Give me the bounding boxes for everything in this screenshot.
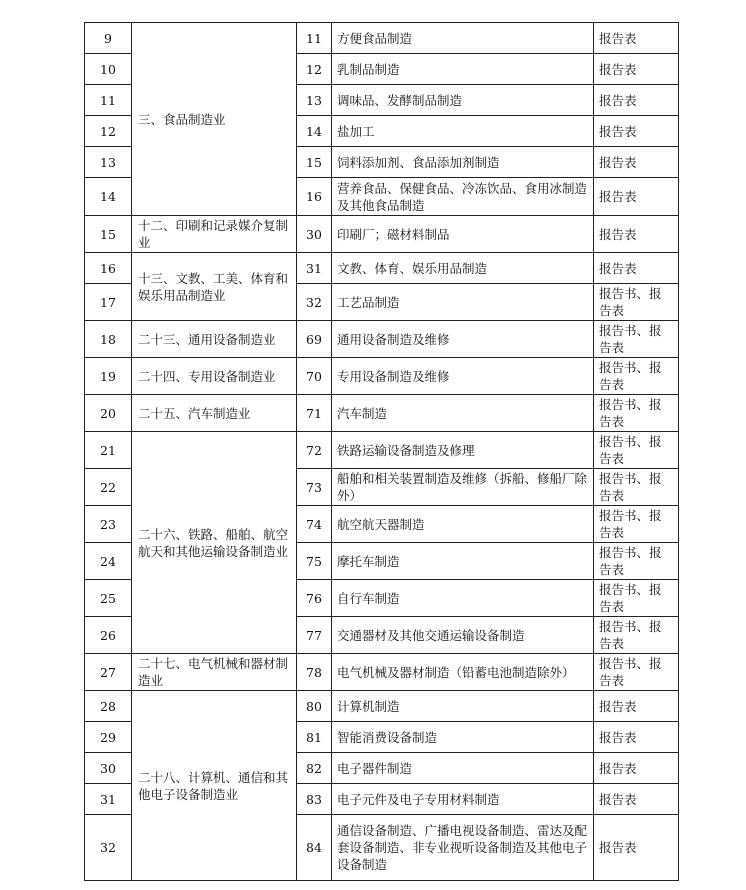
report-type-cell: 报告表: [594, 23, 679, 54]
report-type-cell: 报告书、报告表: [594, 321, 679, 358]
item-name-cell: 方便食品制造: [332, 23, 594, 54]
item-name-cell: 自行车制造: [332, 580, 594, 617]
category-cell: 二十四、专用设备制造业: [132, 358, 297, 395]
code-cell: 78: [297, 654, 332, 691]
report-type-cell: 报告表: [594, 116, 679, 147]
code-cell: 69: [297, 321, 332, 358]
item-name-cell: 文教、体育、娱乐用品制造: [332, 253, 594, 284]
item-name-cell: 调味品、发酵制品制造: [332, 85, 594, 116]
seq-cell: 21: [85, 432, 132, 469]
report-type-cell: 报告表: [594, 253, 679, 284]
code-cell: 31: [297, 253, 332, 284]
project-category-table: [84, 22, 679, 881]
code-cell: 16: [297, 178, 332, 216]
code-cell: 81: [297, 722, 332, 753]
report-type-cell: 报告书、报告表: [594, 506, 679, 543]
item-name-cell: 通用设备制造及维修: [332, 321, 594, 358]
item-name-cell: 工艺品制造: [332, 284, 594, 321]
code-cell: 84: [297, 815, 332, 881]
item-name-cell: 电子元件及电子专用材料制造: [332, 784, 594, 815]
code-cell: 73: [297, 469, 332, 506]
code-cell: 75: [297, 543, 332, 580]
report-type-cell: 报告表: [594, 85, 679, 116]
category-cell: 三、食品制造业: [132, 23, 297, 216]
code-cell: 13: [297, 85, 332, 116]
item-name-cell: 电气机械及器材制造（铅蓄电池制造除外）: [332, 654, 594, 691]
report-type-cell: 报告书、报告表: [594, 432, 679, 469]
table-row: [85, 691, 679, 722]
seq-cell: 13: [85, 147, 132, 178]
code-cell: 32: [297, 284, 332, 321]
seq-cell: 17: [85, 284, 132, 321]
seq-cell: 18: [85, 321, 132, 358]
report-type-cell: 报告书、报告表: [594, 469, 679, 506]
table-row: [85, 432, 679, 469]
seq-cell: 24: [85, 543, 132, 580]
seq-cell: 20: [85, 395, 132, 432]
code-cell: 72: [297, 432, 332, 469]
table-row: [85, 23, 679, 54]
seq-cell: 28: [85, 691, 132, 722]
seq-cell: 29: [85, 722, 132, 753]
seq-cell: 31: [85, 784, 132, 815]
code-cell: 12: [297, 54, 332, 85]
report-type-cell: 报告表: [594, 54, 679, 85]
seq-cell: 11: [85, 85, 132, 116]
category-cell: 二十八、计算机、通信和其他电子设备制造业: [132, 691, 297, 881]
seq-cell: 12: [85, 116, 132, 147]
code-cell: 80: [297, 691, 332, 722]
item-name-cell: 电子器件制造: [332, 753, 594, 784]
category-cell: 十二、印刷和记录媒介复制业: [132, 216, 297, 253]
table-row: [85, 358, 679, 395]
report-type-cell: 报告书、报告表: [594, 358, 679, 395]
item-name-cell: 通信设备制造、广播电视设备制造、雷达及配套设备制造、非专业视听设备制造及其他电子设备制造: [332, 815, 594, 881]
code-cell: 14: [297, 116, 332, 147]
item-name-cell: 印刷厂；磁材料制品: [332, 216, 594, 253]
report-type-cell: 报告表: [594, 784, 679, 815]
code-cell: 82: [297, 753, 332, 784]
category-cell: 二十七、电气机械和器材制造业: [132, 654, 297, 691]
seq-cell: 26: [85, 617, 132, 654]
report-type-cell: 报告表: [594, 691, 679, 722]
item-name-cell: 乳制品制造: [332, 54, 594, 85]
report-type-cell: 报告表: [594, 722, 679, 753]
code-cell: 77: [297, 617, 332, 654]
seq-cell: 16: [85, 253, 132, 284]
code-cell: 74: [297, 506, 332, 543]
code-cell: 76: [297, 580, 332, 617]
item-name-cell: 饲料添加剂、食品添加剂制造: [332, 147, 594, 178]
seq-cell: 19: [85, 358, 132, 395]
seq-cell: 10: [85, 54, 132, 85]
item-name-cell: 营养食品、保健食品、冷冻饮品、食用冰制造及其他食品制造: [332, 178, 594, 216]
table-row: [85, 253, 679, 284]
seq-cell: 32: [85, 815, 132, 881]
code-cell: 15: [297, 147, 332, 178]
category-cell: 二十五、汽车制造业: [132, 395, 297, 432]
item-name-cell: 专用设备制造及维修: [332, 358, 594, 395]
item-name-cell: 汽车制造: [332, 395, 594, 432]
report-type-cell: 报告表: [594, 753, 679, 784]
code-cell: 70: [297, 358, 332, 395]
report-type-cell: 报告表: [594, 178, 679, 216]
item-name-cell: 摩托车制造: [332, 543, 594, 580]
report-type-cell: 报告表: [594, 147, 679, 178]
category-cell: 二十三、通用设备制造业: [132, 321, 297, 358]
code-cell: 71: [297, 395, 332, 432]
report-type-cell: 报告书、报告表: [594, 395, 679, 432]
report-type-cell: 报告书、报告表: [594, 580, 679, 617]
table-row: [85, 321, 679, 358]
item-name-cell: 计算机制造: [332, 691, 594, 722]
seq-cell: 9: [85, 23, 132, 54]
seq-cell: 25: [85, 580, 132, 617]
report-type-cell: 报告表: [594, 216, 679, 253]
seq-cell: 23: [85, 506, 132, 543]
item-name-cell: 航空航天器制造: [332, 506, 594, 543]
seq-cell: 22: [85, 469, 132, 506]
item-name-cell: 盐加工: [332, 116, 594, 147]
category-cell: 二十六、铁路、船舶、航空航天和其他运输设备制造业: [132, 432, 297, 654]
seq-cell: 14: [85, 178, 132, 216]
table-row: [85, 216, 679, 253]
item-name-cell: 铁路运输设备制造及修理: [332, 432, 594, 469]
table-row: [85, 395, 679, 432]
report-type-cell: 报告书、报告表: [594, 654, 679, 691]
category-cell: 十三、文教、工美、体育和娱乐用品制造业: [132, 253, 297, 321]
seq-cell: 30: [85, 753, 132, 784]
code-cell: 11: [297, 23, 332, 54]
code-cell: 30: [297, 216, 332, 253]
report-type-cell: 报告书、报告表: [594, 284, 679, 321]
report-type-cell: 报告书、报告表: [594, 617, 679, 654]
item-name-cell: 交通器材及其他交通运输设备制造: [332, 617, 594, 654]
report-type-cell: 报告表: [594, 815, 679, 881]
seq-cell: 15: [85, 216, 132, 253]
report-type-cell: 报告书、报告表: [594, 543, 679, 580]
table-row: [85, 654, 679, 691]
item-name-cell: 智能消费设备制造: [332, 722, 594, 753]
item-name-cell: 船舶和相关装置制造及维修（拆船、修船厂除外）: [332, 469, 594, 506]
code-cell: 83: [297, 784, 332, 815]
seq-cell: 27: [85, 654, 132, 691]
